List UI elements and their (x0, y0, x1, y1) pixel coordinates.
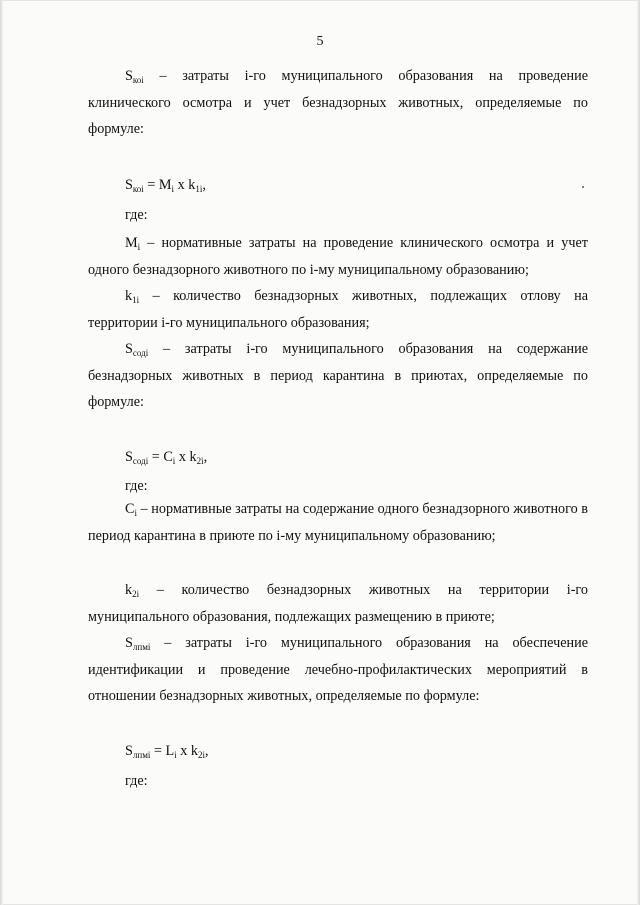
formula-s-sodi (125, 447, 207, 467)
symbol: S (125, 341, 133, 357)
formula-operator: x (174, 177, 189, 193)
formula-operator: x (176, 743, 191, 759)
definition-text: – затраты i-го муниципального образования на содержание безнадзорных животных в период карантина в приютах, определяемые по формуле: (88, 341, 588, 410)
paragraph-s-lpmi-definition (88, 630, 588, 710)
definition-text: – количество безнадзорных животных, подлежащих отлову на территории i-го муниципального образования; (88, 288, 588, 331)
where-label: где: (125, 773, 148, 789)
formula-comma: , (203, 449, 208, 465)
symbol-subscript: 2i (132, 589, 140, 599)
page-number: 5 (316, 34, 324, 49)
formula-lhs: S (125, 177, 133, 193)
definition-text: – затраты і-го муниципального образования на проведение клинического осмотра и учет безнадзорных животных, определяемые по формуле: (88, 68, 588, 137)
definition-text: – количество безнадзорных животных на территории i-го муниципального образования, подлежащих размещению в приюте; (88, 582, 588, 625)
formula-factor-a: C (163, 449, 173, 465)
definition-text: – нормативные затраты на содержание одного безнадзорного животного в период карантина в приюте по i-му муниципальному образованию; (88, 501, 588, 544)
symbol: C (125, 501, 135, 517)
formula-comma: , (205, 743, 209, 759)
formula-lhs-subscript: содi (132, 456, 149, 466)
scan-speck (582, 186, 584, 188)
symbol-subscript: коі (132, 75, 144, 85)
symbol-subscript: i (134, 508, 137, 518)
symbol: S (125, 635, 133, 651)
paragraph-s-sodi-definition (88, 336, 588, 416)
paragraph-k1-definition (88, 283, 588, 336)
formula-factor-b: k (189, 449, 197, 465)
where-label: где: (125, 478, 148, 494)
formula-s-lpmi (125, 741, 209, 761)
formula-s-koi (125, 175, 206, 195)
formula-factor-b: k (188, 177, 196, 193)
symbol-subscript: i (137, 242, 141, 252)
symbol: S (125, 68, 133, 84)
formula-factor-b-subscript: 1i (195, 184, 203, 194)
formula-factor-a-subscript: i (174, 750, 177, 760)
symbol-subscript: лпмі (132, 642, 151, 652)
formula-factor-b-subscript: 2i (196, 456, 204, 466)
formula-lhs: S (125, 449, 133, 465)
formula-comma: , (202, 177, 206, 193)
formula-factor-a-subscript: i (172, 456, 176, 466)
formula-equals: = (150, 743, 166, 759)
where-label: где: (125, 207, 148, 223)
formula-operator: x (175, 449, 190, 465)
formula-equals: = (148, 449, 164, 465)
formula-lhs-subscript: лпмі (132, 750, 151, 760)
definition-text: – нормативные затраты на проведение клинического осмотра и учет одного безнадзорного животного по i-му муниципальному образованию; (88, 235, 588, 278)
formula-factor-a-subscript: i (171, 184, 175, 194)
symbol-subscript: 1i (132, 295, 140, 305)
symbol: k (125, 288, 133, 304)
symbol: M (125, 235, 138, 251)
symbol: k (125, 582, 133, 598)
symbol-subscript: содi (132, 348, 149, 358)
formula-equals: = (143, 177, 159, 193)
formula-factor-a: L (165, 743, 175, 759)
formula-factor-a: M (158, 177, 172, 193)
scan-edge-left (0, 0, 3, 905)
formula-factor-b: k (190, 743, 198, 759)
definition-text: – затраты i-го муниципального образования на обеспечение идентификации и проведение лечебно-профилактических мероприятий в отношении безнадзорных животных, определяемые по формуле: (88, 635, 588, 704)
paragraph-c-i-definition (88, 496, 588, 549)
paragraph-m-i-definition (88, 230, 588, 283)
formula-lhs: S (125, 743, 133, 759)
formula-lhs-subscript: коі (132, 184, 144, 194)
formula-factor-b-subscript: 2i (197, 750, 205, 760)
paragraph-s-koi-definition (88, 63, 588, 143)
paragraph-k2-definition (88, 577, 588, 630)
